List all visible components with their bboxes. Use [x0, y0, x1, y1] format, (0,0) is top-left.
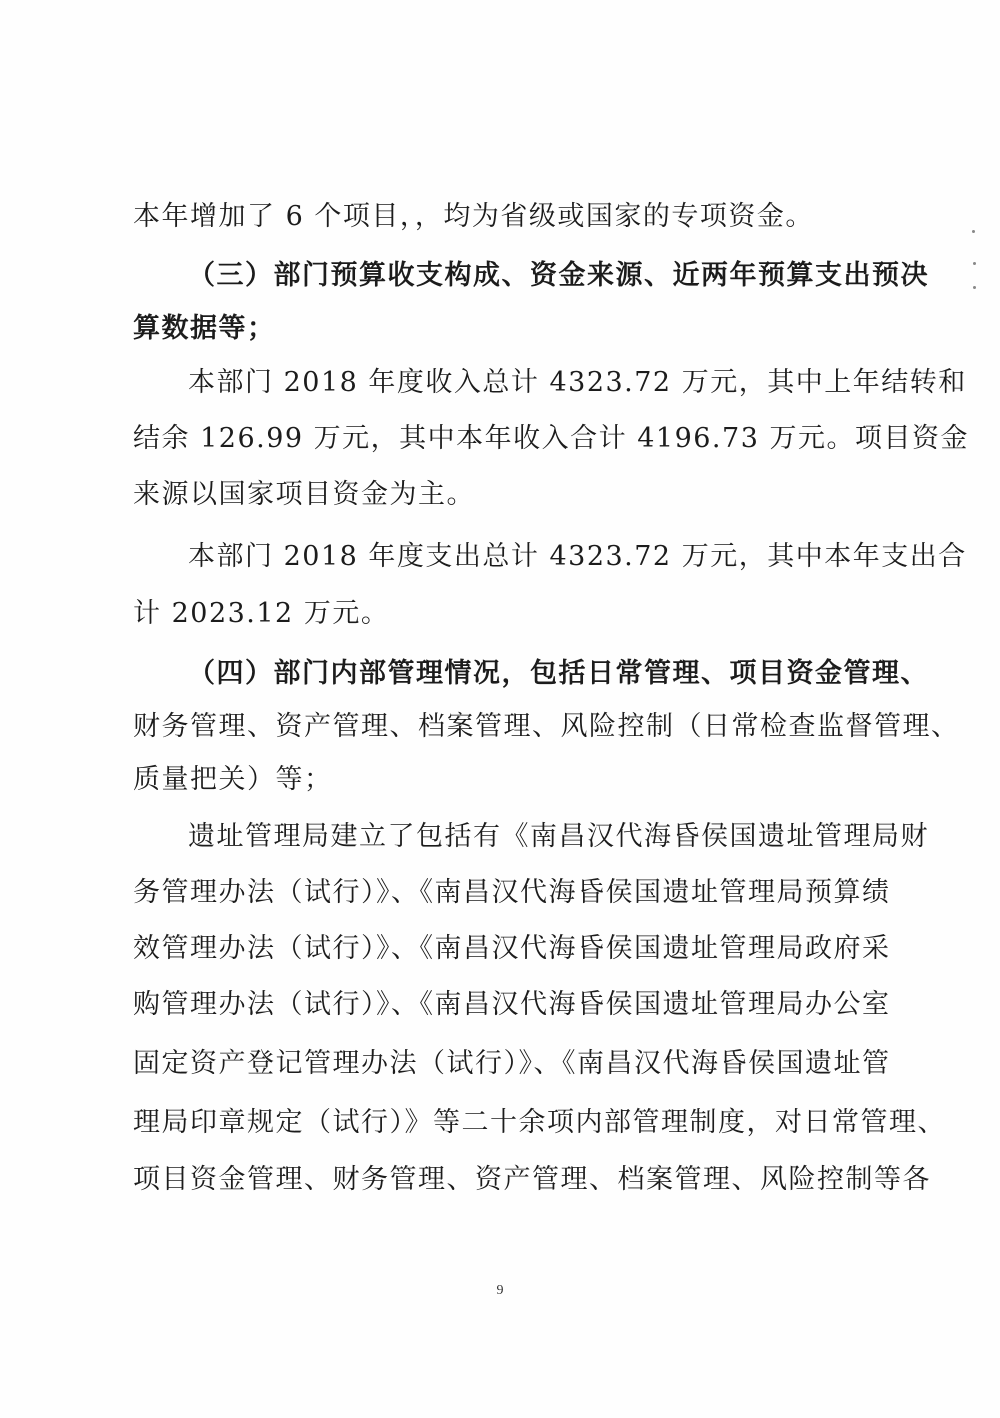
text-line: 理局印章规定（试行）》等二十余项内部管理制度，对日常管理、: [133, 1107, 946, 1138]
section-heading: （四）部门内部管理情况，包括日常管理、项目资金管理、: [188, 658, 929, 689]
text-line: 计 2023.12 万元。: [133, 598, 390, 629]
text-line: 本部门 2018 年度支出总计 4323.72 万元，其中本年支出合: [188, 541, 967, 572]
text-line: 结余 126.99 万元，其中本年收入合计 4196.73 万元。项目资金: [133, 423, 969, 454]
text-line: 务管理办法（试行）》、《南昌汉代海昏侯国遗址管理局预算绩: [133, 877, 891, 908]
text-line: 遗址管理局建立了包括有《南昌汉代海昏侯国遗址管理局财: [188, 821, 929, 852]
text-line: 效管理办法（试行）》、《南昌汉代海昏侯国遗址管理局政府采: [133, 933, 891, 964]
text-line: 本年增加了 6 个项目，，均为省级或国家的专项资金。: [133, 201, 814, 232]
scan-speck: [973, 262, 976, 265]
text-line: 本部门 2018 年度收入总计 4323.72 万元，其中上年结转和: [188, 367, 967, 398]
text-line: 财务管理、资产管理、档案管理、风险控制（日常检查监督管理、: [133, 711, 960, 742]
scan-speck: [973, 286, 976, 289]
section-heading: （三）部门预算收支构成、资金来源、近两年预算支出预决: [188, 260, 929, 291]
text-line: 质量把关）等；: [133, 764, 333, 795]
scan-speck: [972, 230, 975, 233]
section-heading-continued: 算数据等；: [133, 313, 276, 344]
text-line: 固定资产登记管理办法（试行）》、《南昌汉代海昏侯国遗址管: [133, 1048, 891, 1079]
text-line: 来源以国家项目资金为主。: [133, 479, 475, 510]
text-line: 项目资金管理、财务管理、资产管理、档案管理、风险控制等各: [133, 1164, 931, 1195]
page-number: 9: [496, 1283, 504, 1298]
text-line: 购管理办法（试行）》、《南昌汉代海昏侯国遗址管理局办公室: [133, 989, 891, 1020]
